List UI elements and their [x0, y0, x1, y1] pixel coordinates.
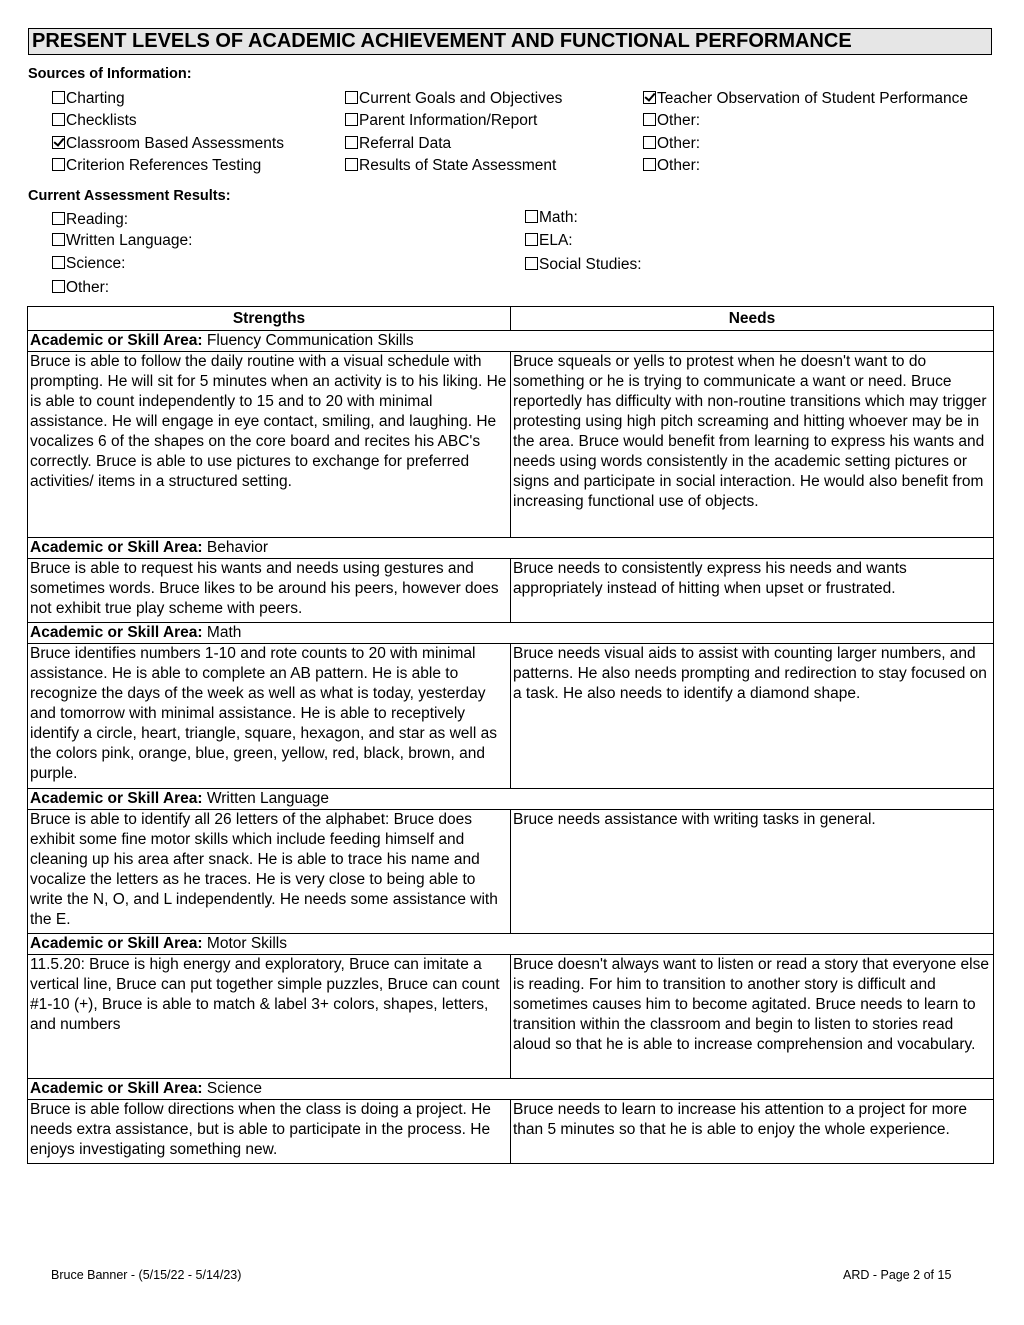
checkbox[interactable]: [525, 257, 538, 270]
assessment-social-studies[interactable]: Social Studies:: [525, 255, 642, 275]
checkbox[interactable]: [52, 91, 65, 104]
area-label: Academic or Skill Area:: [30, 332, 203, 349]
needs-cell: Bruce needs assistance with writing tasks in general.: [511, 810, 994, 934]
source-parent-information[interactable]: Parent Information/Report: [345, 111, 537, 131]
area-row: [28, 789, 994, 810]
area-row: [28, 623, 994, 644]
source-other-3[interactable]: Other:: [643, 156, 700, 176]
checkbox[interactable]: [643, 158, 656, 171]
source-other-1[interactable]: Other:: [643, 111, 700, 131]
checkbox[interactable]: [52, 113, 65, 126]
area-name: Science: [206, 1080, 263, 1097]
area-cell: [28, 934, 994, 955]
checkbox[interactable]: [52, 256, 65, 269]
assessment-label: Current Assessment Results:: [28, 188, 231, 204]
strengths-cell: Bruce identifies numbers 1-10 and rote counts to 20 with minimal assistance. He is able to complete an AB pattern. He is able to recognize the days of the week as well as what is today, yesterday and tomorrow with minimal assistance. He is able to receptively identify a circle, heart, triangle, square, hexagon, and star as well as the colors pink, orange, blue, green, yellow, red, black, brown, and purple.: [28, 644, 511, 789]
table-row: [28, 1100, 994, 1164]
area-name: Behavior: [206, 539, 269, 556]
area-label: Academic or Skill Area:: [30, 1080, 203, 1097]
checkbox[interactable]: [345, 113, 358, 126]
table-row: [28, 955, 994, 1079]
source-state-assessment[interactable]: Results of State Assessment: [345, 156, 556, 176]
table-row: [28, 352, 994, 538]
sources-label: Sources of Information:: [28, 66, 192, 82]
table-header-row: [28, 307, 994, 331]
checkbox[interactable]: [525, 210, 538, 223]
area-cell: [28, 331, 994, 352]
checkbox[interactable]: [643, 113, 656, 126]
area-label: Academic or Skill Area:: [30, 624, 203, 641]
area-row: [28, 1079, 994, 1100]
checkbox[interactable]: [525, 233, 538, 246]
strengths-cell: Bruce is able to identify all 26 letters of the alphabet: Bruce does exhibit some fine motor skills which include feeding himself and cleaning up his area after snack. He is able to trace his name and vocalize the letters as he traces. He is very close to being able to write the N, O, and L independently. He needs some assistance with the E.: [28, 810, 511, 934]
assessment-science[interactable]: Science:: [52, 254, 125, 274]
page-title: PRESENT LEVELS OF ACADEMIC ACHIEVEMENT AND FUNCTIONAL PERFORMANCE: [28, 28, 992, 55]
area-cell: [28, 623, 994, 644]
assessment-math[interactable]: Math:: [525, 208, 578, 228]
strengths-cell: Bruce is able to request his wants and needs using gestures and sometimes words. Bruce likes to be around his peers, however does not exhibit true play scheme with peers.: [28, 559, 511, 623]
area-row: [28, 934, 994, 955]
source-teacher-observation[interactable]: Teacher Observation of Student Performance: [643, 89, 968, 109]
needs-header: Needs: [511, 307, 994, 331]
area-name: Written Language: [206, 790, 329, 807]
source-current-goals[interactable]: Current Goals and Objectives: [345, 89, 562, 109]
area-cell: [28, 789, 994, 810]
source-other-2[interactable]: Other:: [643, 134, 700, 154]
checkbox[interactable]: [52, 212, 65, 225]
strengths-needs-table: [27, 306, 994, 1164]
checkbox[interactable]: [52, 280, 65, 293]
needs-cell: Bruce needs to learn to increase his attention to a project for more than 5 minutes so that he is able to enjoy the whole experience.: [511, 1100, 994, 1164]
strengths-cell: Bruce is able to follow the daily routine with a visual schedule with prompting. He will sit for 5 minutes when an activity is to his liking. He is able to count independently to 15 and to 20 with minimal assistance. He will engage in eye contact, smiling, and laughing. He vocalizes 6 of the shapes on the core board and recites his ABC's correctly. Bruce is able to use pictures to exchange for preferred activities/ items in a structured setting.: [28, 352, 511, 538]
area-name: Fluency Communication Skills: [206, 332, 414, 349]
source-checklists[interactable]: Checklists: [52, 111, 137, 131]
checkbox[interactable]: [345, 158, 358, 171]
assessment-reading[interactable]: Reading:: [52, 210, 128, 230]
area-row: [28, 331, 994, 352]
needs-cell: Bruce doesn't always want to listen or read a story that everyone else is reading. For him to transition to another story is difficult and sometimes causes him to become agitated. Bruce needs to learn to transition within the classroom and begin to listen to stories read aloud so that he is able to increase comprehension and vocabulary.: [511, 955, 994, 1079]
checkbox[interactable]: [52, 233, 65, 246]
assessment-written-language[interactable]: Written Language:: [52, 231, 192, 251]
area-label: Academic or Skill Area:: [30, 790, 203, 807]
source-classroom-based-assessments[interactable]: Classroom Based Assessments: [52, 134, 284, 154]
checkbox[interactable]: [345, 91, 358, 104]
table-row: [28, 559, 994, 623]
table-row: [28, 644, 994, 789]
area-cell: [28, 1079, 994, 1100]
needs-cell: Bruce squeals or yells to protest when he doesn't want to do something or he is trying to communicate a want or need. Bruce reportedly has difficulty with non-routine transitions which may trigger protesting using high pitch screaming and hitting whoever may be in the area. Bruce would benefit from learning to express his wants and needs using words consistently in the academic setting pictures or signs and participate in social interaction. He would also benefit from increasing functional use of objects.: [511, 352, 994, 538]
strengths-cell: 11.5.20: Bruce is high energy and exploratory, Bruce can imitate a vertical line, Bruce can put together simple puzzles, Bruce can count #1-10 (+), Bruce is able to match & label 3+ colors, shapes, letters, and numbers: [28, 955, 511, 1079]
checkbox[interactable]: [52, 158, 65, 171]
area-label: Academic or Skill Area:: [30, 539, 203, 556]
table-row: [28, 810, 994, 934]
checkbox-checked[interactable]: [643, 91, 656, 104]
area-row: [28, 538, 994, 559]
strengths-header: Strengths: [28, 307, 511, 331]
checkbox-checked[interactable]: [52, 136, 65, 149]
footer-page-number: ARD - Page 2 of 15: [843, 1268, 952, 1282]
area-name: Math: [206, 624, 242, 641]
assessment-ela[interactable]: ELA:: [525, 231, 573, 251]
area-label: Academic or Skill Area:: [30, 935, 203, 952]
checkbox[interactable]: [643, 136, 656, 149]
assessment-other[interactable]: Other:: [52, 278, 109, 298]
footer-student-info: Bruce Banner - (5/15/22 - 5/14/23): [51, 1268, 242, 1282]
source-charting[interactable]: Charting: [52, 89, 125, 109]
source-referral-data[interactable]: Referral Data: [345, 134, 451, 154]
area-cell: [28, 538, 994, 559]
source-criterion-references-testing[interactable]: Criterion References Testing: [52, 156, 261, 176]
strengths-cell: Bruce is able follow directions when the class is doing a project. He needs extra assistance, but is able to participate in the process. He enjoys investigating something new.: [28, 1100, 511, 1164]
needs-cell: Bruce needs visual aids to assist with counting larger numbers, and patterns. He also needs prompting and redirection to stay focused on a task. He also needs to identify a diamond shape.: [511, 644, 994, 789]
checkbox[interactable]: [345, 136, 358, 149]
area-name: Motor Skills: [206, 935, 288, 952]
needs-cell: Bruce needs to consistently express his needs and wants appropriately instead of hitting when upset or frustrated.: [511, 559, 994, 623]
